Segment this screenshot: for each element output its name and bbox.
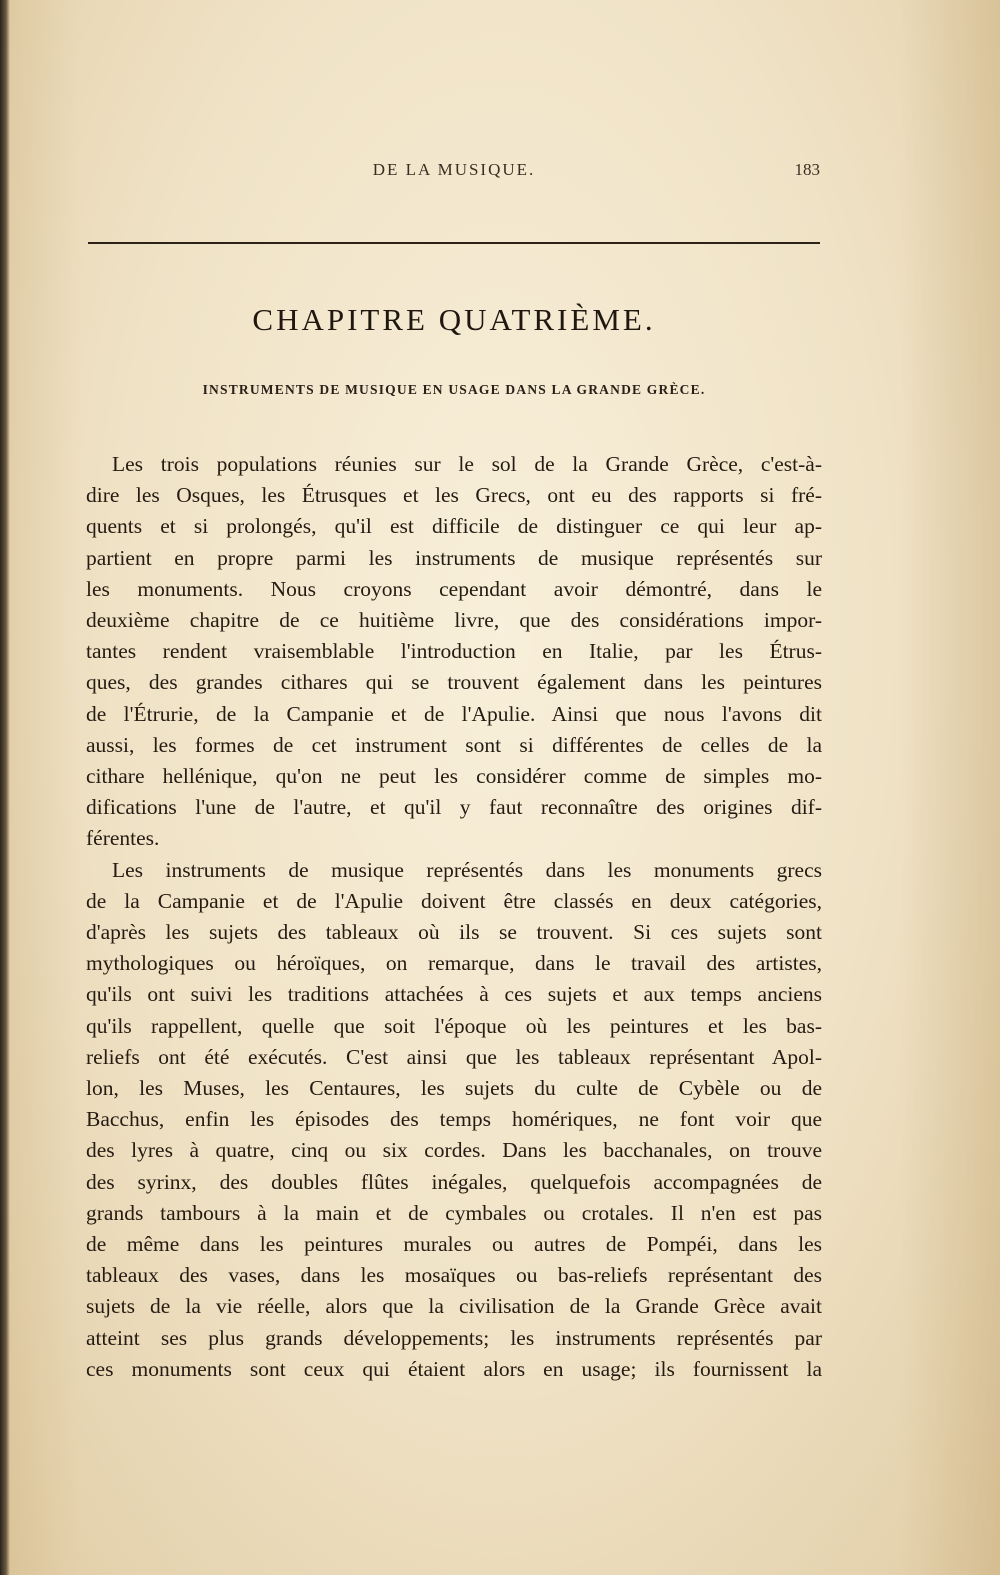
text-line: deuxième chapitre de ce huitième livre, que des considérations impor- [86, 608, 822, 633]
text-line: qu'ils rappellent, quelle que soit l'époque où les peintures et les bas- [86, 1013, 822, 1038]
header-rule [88, 242, 820, 244]
text-line: partient en propre parmi les instruments de musique représentés sur [86, 545, 822, 570]
text-line: d'après les sujets des tableaux où ils se trouvent. Si ces sujets sont [86, 920, 822, 945]
body-text [86, 449, 822, 1385]
chapter-subtitle: INSTRUMENTS DE MUSIQUE EN USAGE DANS LA GRANDE GRÈCE. [202, 382, 706, 397]
page-binding-edge [0, 0, 10, 1575]
text-line: de l'Étrurie, de la Campanie et de l'Apulie. Ainsi que nous l'avons dit [86, 701, 822, 726]
text-line: des syrinx, des doubles flûtes inégales, quelquefois accompagnées de [86, 1169, 822, 1194]
text-line: de la Campanie et de l'Apulie doivent être classés en deux catégories, [86, 888, 822, 913]
chapter-title: CHAPITRE QUATRIÈME. [252, 302, 656, 337]
text-line: qu'ils ont suivi les traditions attachées à ces sujets et aux temps anciens [86, 982, 822, 1007]
text-line: reliefs ont été exécutés. C'est ainsi que les tableaux représentant Apol- [86, 1044, 822, 1069]
text-line: férentes. [86, 826, 160, 851]
text-line: des lyres à quatre, cinq ou six cordes. Dans les bacchanales, on trouve [86, 1138, 822, 1163]
text-line: Les instruments de musique représentés dans les monuments grecs [112, 857, 822, 882]
text-line: de même dans les peintures murales ou autres de Pompéi, dans les [86, 1232, 822, 1257]
page-number: 183 [794, 160, 820, 179]
text-line: grands tambours à la main et de cymbales ou crotales. Il n'en est pas [86, 1200, 822, 1225]
page-header [88, 160, 820, 190]
text-line: Les trois populations réunies sur le sol de la Grande Grèce, c'est-à- [112, 452, 822, 476]
running-head: DE LA MUSIQUE. [372, 160, 536, 179]
text-line: tantes rendent vraisemblable l'introduction en Italie, par les Étrus- [86, 639, 822, 664]
text-line: cithare hellénique, qu'on ne peut les considérer comme de simples mo- [86, 764, 822, 789]
text-line: aussi, les formes de cet instrument sont si différentes de celles de la [86, 732, 822, 757]
text-line: Bacchus, enfin les épisodes des temps homériques, ne font voir que [86, 1107, 822, 1132]
text-line: mythologiques ou héroïques, on remarque, dans le travail des artistes, [86, 951, 822, 976]
text-line: atteint ses plus grands développements; les instruments représentés par [86, 1325, 822, 1350]
paragraph-1 [86, 449, 822, 855]
text-line: difications l'une de l'autre, et qu'il y faut reconnaître des origines dif- [86, 795, 822, 820]
text-line: ques, des grandes cithares qui se trouvent également dans les peintures [86, 670, 822, 695]
text-line: tableaux des vases, dans les mosaïques ou bas-reliefs représentant des [86, 1263, 822, 1288]
text-line: sujets de la vie réelle, alors que la civilisation de la Grande Grèce avait [86, 1294, 822, 1319]
text-line: lon, les Muses, les Centaures, les sujets du culte de Cybèle ou de [86, 1076, 822, 1101]
paragraph-2 [86, 855, 822, 1385]
text-line: dire les Osques, les Étrusques et les Grecs, ont eu des rapports si fré- [86, 483, 822, 508]
text-line: quents et si prolongés, qu'il est difficile de distinguer ce qui leur ap- [86, 514, 822, 539]
text-line: les monuments. Nous croyons cependant avoir démontré, dans le [86, 576, 822, 601]
text-line: ces monuments sont ceux qui étaient alors en usage; ils fournissent la [86, 1356, 822, 1381]
